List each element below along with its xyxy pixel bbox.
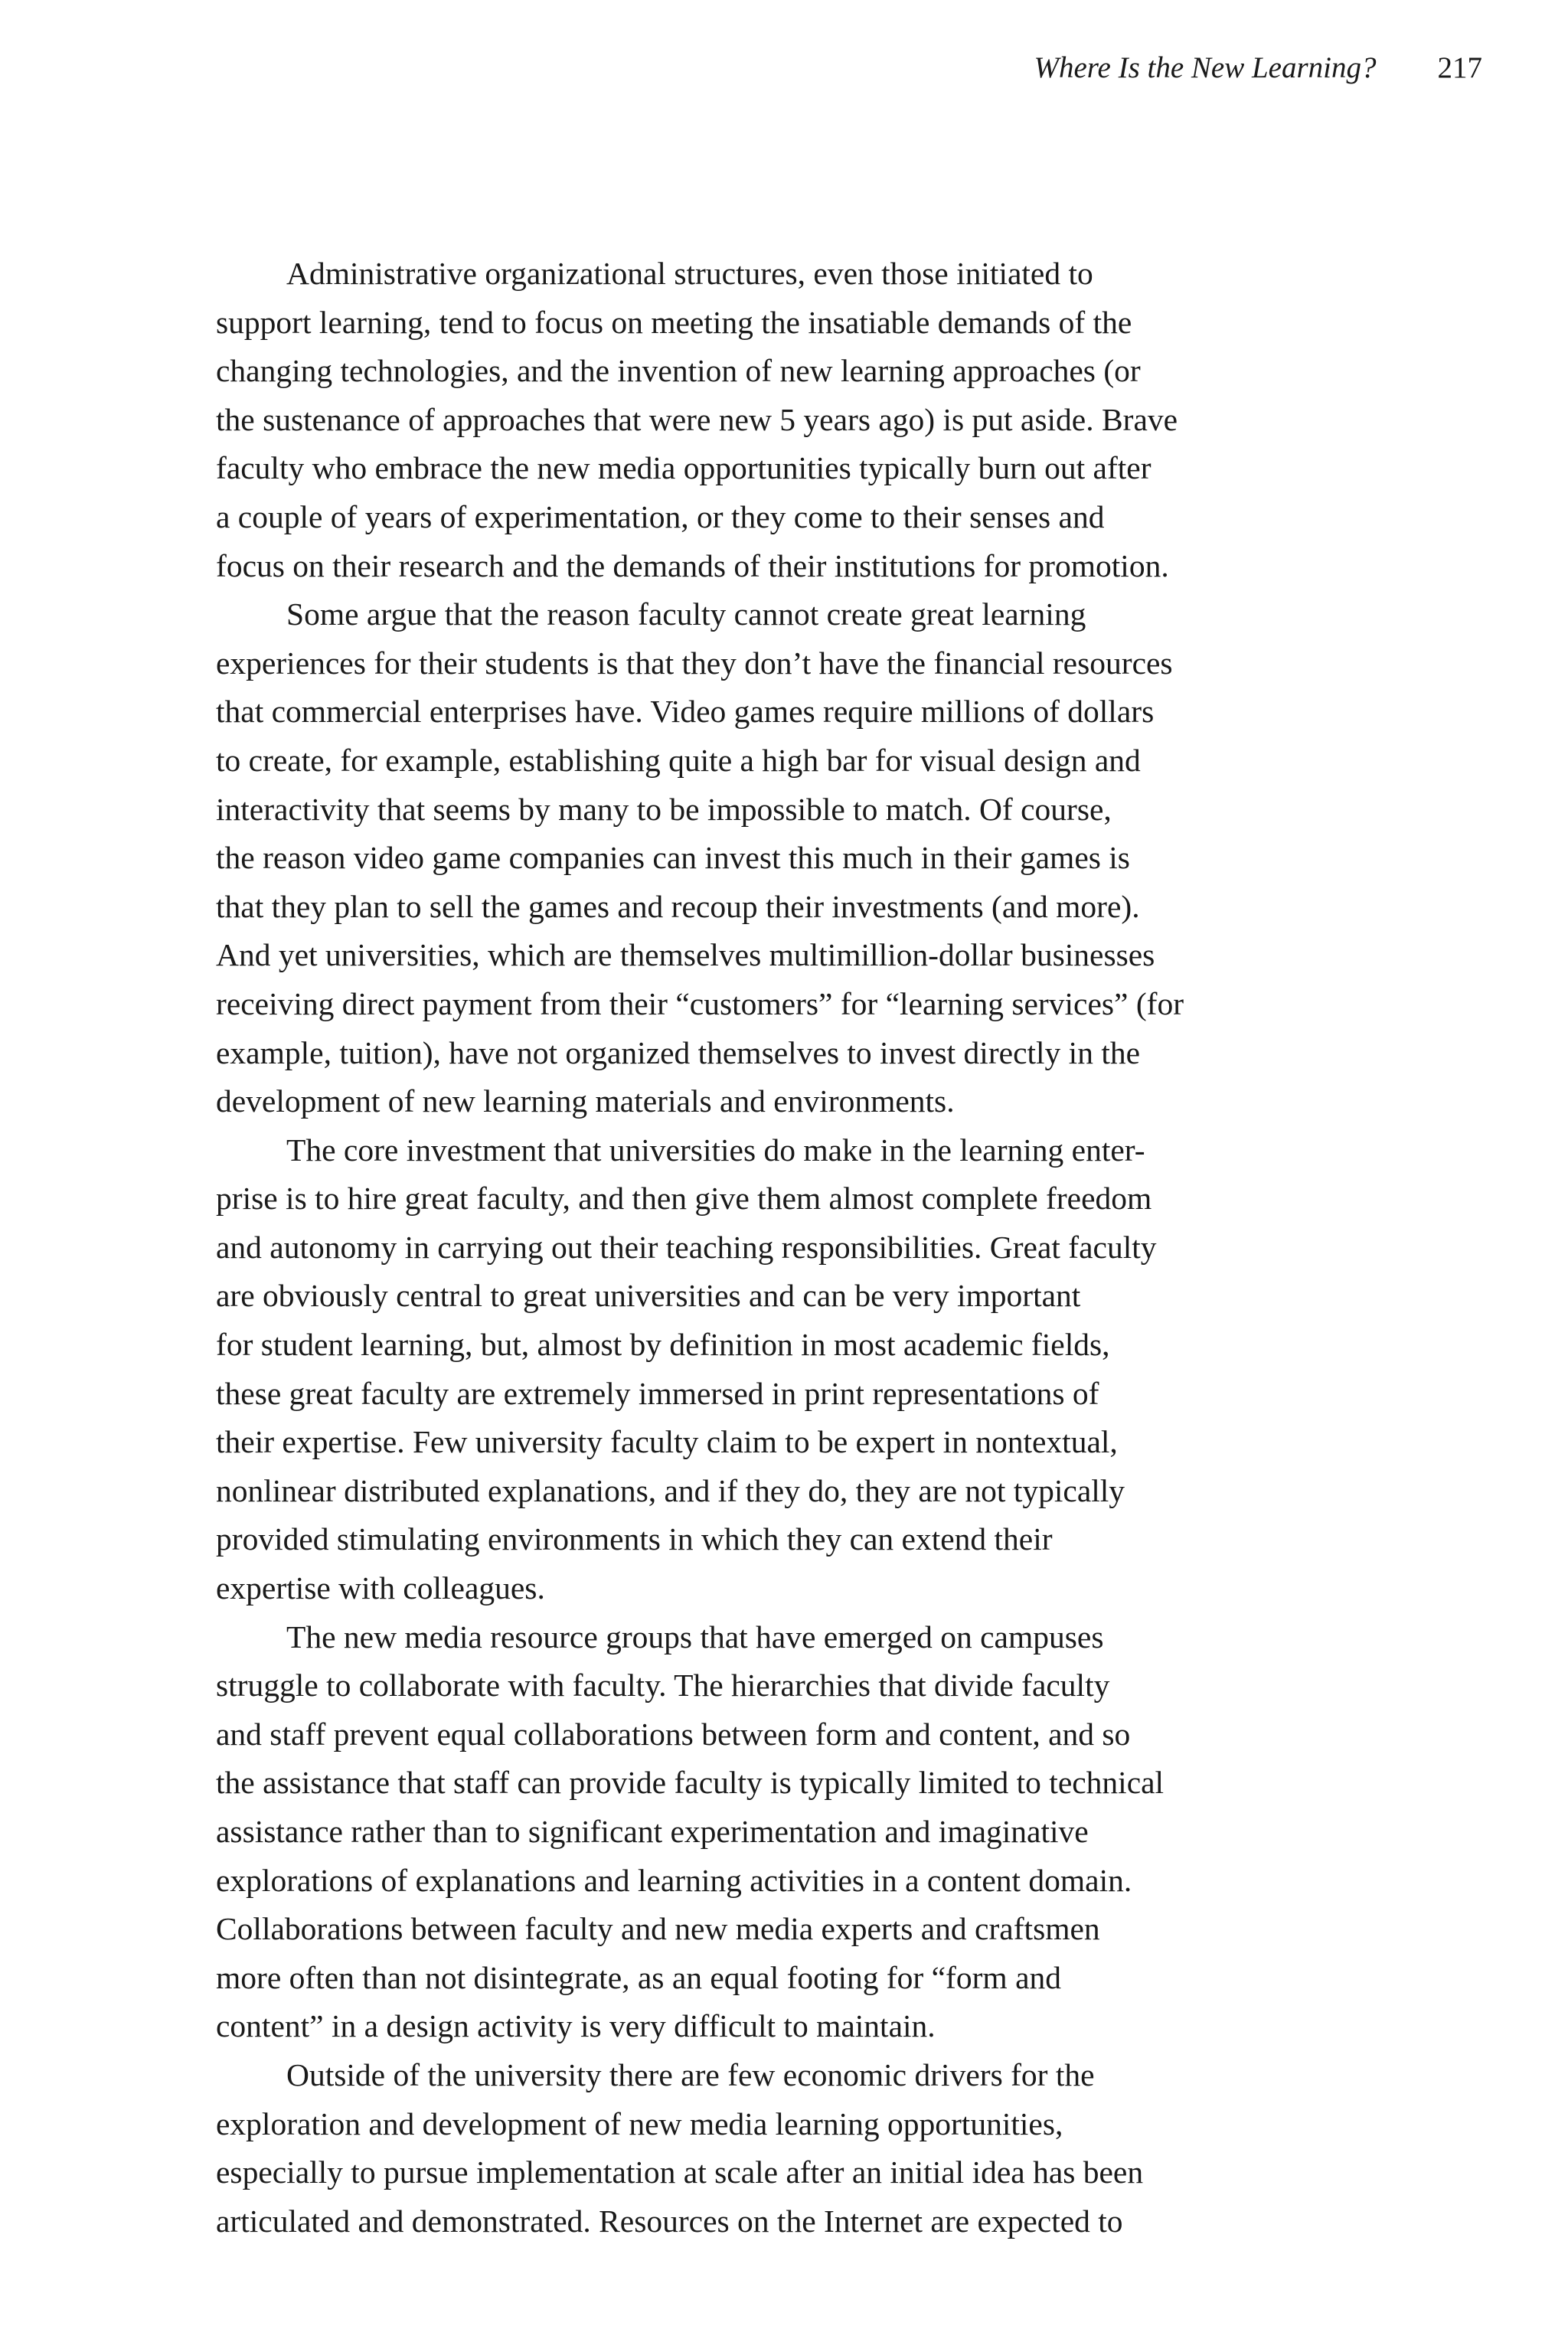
- paragraph-first-line: Some argue that the reason faculty cannot create great learning: [286, 596, 1086, 632]
- text-line: And yet universities, which are themselves multimillion-dollar businesses: [216, 937, 1155, 973]
- text-line: to create, for example, establishing quite a high bar for visual design and: [216, 742, 1141, 778]
- running-head-title: Where Is the New Learning?: [1034, 51, 1377, 84]
- text-line: the sustenance of approaches that were new 5 years ago) is put aside. Brave: [216, 401, 1178, 437]
- paragraph-first-line: The core investment that universities do make in the learning enter-: [286, 1132, 1145, 1168]
- text-line: provided stimulating environments in which they can extend their: [216, 1521, 1053, 1557]
- text-line: that they plan to sell the games and recoup their investments (and more).: [216, 888, 1140, 924]
- text-line: Collaborations between faculty and new media experts and craftsmen: [216, 1911, 1100, 1947]
- text-line: and autonomy in carrying out their teaching responsibilities. Great faculty: [216, 1229, 1157, 1265]
- text-line: that commercial enterprises have. Video games require millions of dollars: [216, 694, 1155, 730]
- page-number: 217: [1437, 51, 1482, 84]
- text-line: the assistance that staff can provide faculty is typically limited to technical: [216, 1765, 1165, 1801]
- text-line: nonlinear distributed explanations, and if they do, they are not typically: [216, 1472, 1125, 1508]
- text-line: experiences for their students is that they don’t have the financial resources: [216, 645, 1173, 681]
- paragraph-first-line: The new media resource groups that have emerged on campuses: [286, 1619, 1104, 1655]
- text-line: changing technologies, and the invention of new learning approaches (or: [216, 353, 1141, 389]
- text-line: expertise with colleagues.: [216, 1570, 545, 1606]
- text-line: development of new learning materials and environments.: [216, 1083, 955, 1119]
- text-line: the reason video game companies can invest this much in their games is: [216, 840, 1130, 876]
- text-line: their expertise. Few university faculty claim to be expert in nontextual,: [216, 1424, 1118, 1460]
- text-line: exploration and development of new media learning opportunities,: [216, 2105, 1063, 2141]
- text-line: support learning, tend to focus on meeting the insatiable demands of the: [216, 304, 1132, 340]
- text-line: prise is to hire great faculty, and then give them almost complete freedom: [216, 1181, 1152, 1217]
- text-line: more often than not disintegrate, as an equal footing for “form and: [216, 1959, 1062, 1995]
- text-line: are obviously central to great universities and can be very important: [216, 1278, 1081, 1314]
- text-line: explorations of explanations and learning activities in a content domain.: [216, 1862, 1132, 1898]
- text-line: focus on their research and the demands of their institutions for promotion.: [216, 547, 1169, 583]
- text-line: assistance rather than to significant experimentation and imaginative: [216, 1814, 1089, 1849]
- text-line: receiving direct payment from their “customers” for “learning services” (for: [216, 985, 1184, 1021]
- text-line: a couple of years of experimentation, or they come to their senses and: [216, 498, 1105, 534]
- paragraph-first-line: Outside of the university there are few economic drivers for the: [286, 2056, 1095, 2092]
- running-head: [0, 47, 1482, 89]
- text-line: content” in a design activity is very difficult to maintain.: [216, 2008, 936, 2044]
- text-line: articulated and demonstrated. Resources on the Internet are expected to: [216, 2203, 1123, 2239]
- text-line: example, tuition), have not organized themselves to invest directly in the: [216, 1034, 1141, 1070]
- body-text: [216, 250, 1349, 2246]
- text-line: interactivity that seems by many to be impossible to match. Of course,: [216, 791, 1112, 827]
- text-line: faculty who embrace the new media opportunities typically burn out after: [216, 450, 1152, 486]
- text-line: for student learning, but, almost by definition in most academic fields,: [216, 1327, 1110, 1363]
- text-line: especially to pursue implementation at scale after an initial idea has been: [216, 2154, 1144, 2190]
- text-line: these great faculty are extremely immersed in print representations of: [216, 1375, 1099, 1411]
- text-line: and staff prevent equal collaborations between form and content, and so: [216, 1716, 1131, 1752]
- paragraph-first-line: Administrative organizational structures, even those initiated to: [286, 256, 1093, 291]
- text-line: struggle to collaborate with faculty. The hierarchies that divide faculty: [216, 1668, 1110, 1704]
